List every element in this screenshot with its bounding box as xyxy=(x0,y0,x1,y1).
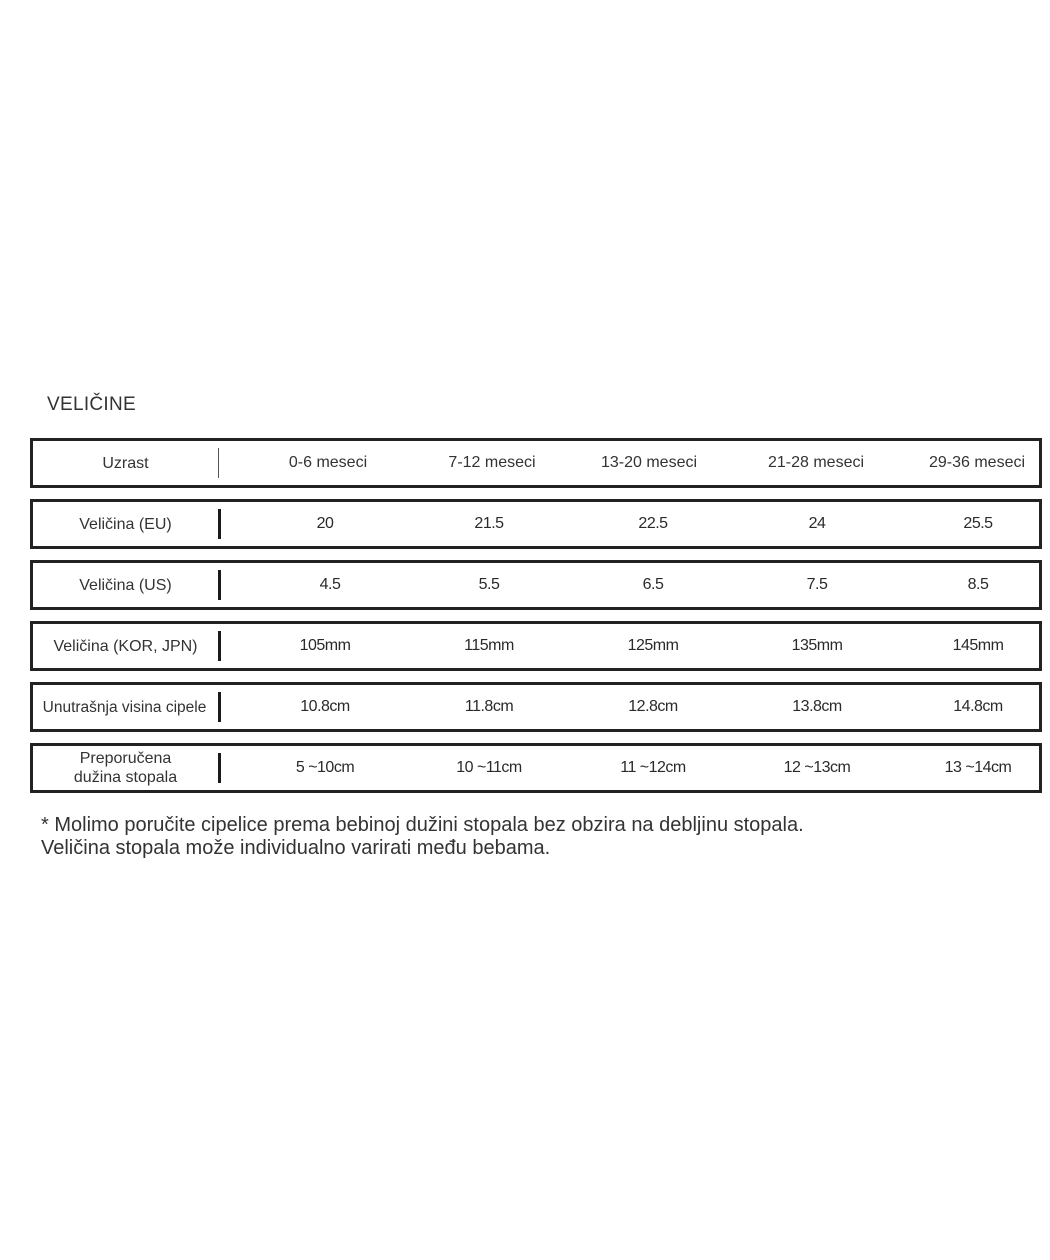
table-cell: 105mm xyxy=(299,637,351,654)
table-row xyxy=(30,743,1042,793)
note-line: * Molimo poručite cipelice prema bebinoj dužini stopala bez obzira na debljinu stopala. xyxy=(41,814,804,836)
table-cell: 10.8cm xyxy=(300,698,350,715)
table-cell: 115mm xyxy=(464,637,514,654)
table-cell: 145mm xyxy=(952,637,1004,654)
table-cell: 4.5 xyxy=(319,576,341,593)
column-header: 7-12 meseci xyxy=(448,454,536,471)
table-cell: 14.8cm xyxy=(953,698,1003,715)
column-header: 0-6 meseci xyxy=(288,454,368,471)
column-divider xyxy=(218,570,221,600)
table-row xyxy=(30,560,1042,610)
note-line: Veličina stopala može individualno varirati među bebama. xyxy=(41,837,551,859)
table-cell: 11.8cm xyxy=(464,698,514,715)
table-cell: 135mm xyxy=(791,637,843,654)
table-cell: 10 ~11cm xyxy=(456,759,522,776)
column-divider xyxy=(218,631,221,661)
row-label: Veličina (US) xyxy=(79,576,172,594)
column-divider xyxy=(218,509,221,539)
table-cell: 24 xyxy=(808,515,826,532)
size-note xyxy=(41,814,804,860)
table-cell: 20 xyxy=(316,515,334,532)
table-cell: 25.5 xyxy=(963,515,993,532)
table-cell: 21.5 xyxy=(474,515,504,532)
column-header: 21-28 meseci xyxy=(767,454,865,471)
table-cell: 5 ~10cm xyxy=(295,759,355,776)
table-cell: 12 ~13cm xyxy=(783,759,851,776)
table-cell: 13 ~14cm xyxy=(944,759,1012,776)
table-row xyxy=(30,499,1042,549)
table-cell: 13.8cm xyxy=(792,698,842,715)
table-cell: 7.5 xyxy=(806,576,828,593)
column-header: 13-20 meseci xyxy=(600,454,698,471)
table-cell: 22.5 xyxy=(638,515,668,532)
row-label: Veličina (KOR, JPN) xyxy=(53,637,198,655)
table-cell: 6.5 xyxy=(642,576,664,593)
table-cell: 11 ~12cm xyxy=(620,759,686,776)
table-header-row xyxy=(30,438,1042,488)
column-divider xyxy=(218,448,219,478)
table-cell: 8.5 xyxy=(967,576,989,593)
page-title: VELIČINE xyxy=(47,394,136,415)
row-label: Unutrašnja visina cipele xyxy=(42,698,207,716)
table-row xyxy=(30,621,1042,671)
row-label: Preporučena dužina stopala xyxy=(73,750,178,786)
table-cell: 12.8cm xyxy=(628,698,678,715)
row-label: Veličina (EU) xyxy=(79,515,172,533)
table-cell: 125mm xyxy=(627,637,679,654)
table-row xyxy=(30,682,1042,732)
column-divider xyxy=(218,753,221,783)
column-header: 29-36 meseci xyxy=(928,454,1026,471)
column-divider xyxy=(218,692,221,722)
table-cell: 5.5 xyxy=(478,576,500,593)
row-label: Uzrast xyxy=(102,454,149,472)
